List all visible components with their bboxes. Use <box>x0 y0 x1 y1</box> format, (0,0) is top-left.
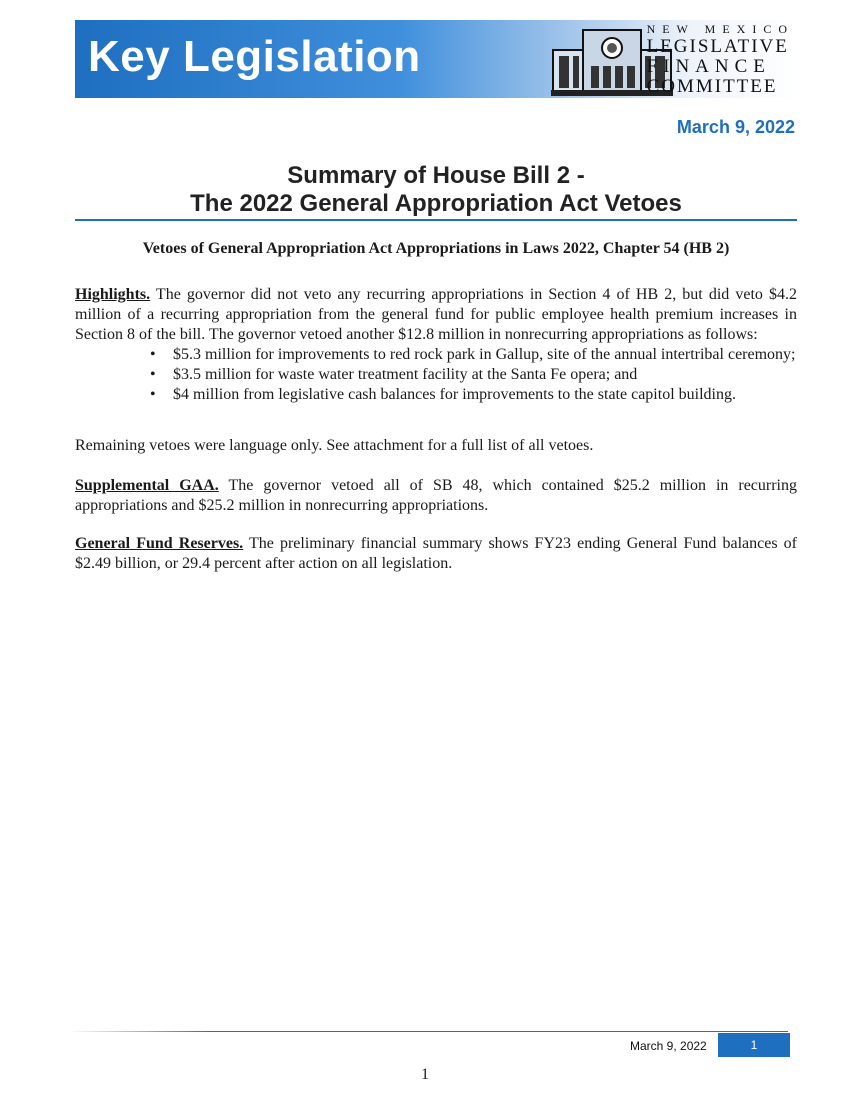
page-title-line-2: The 2022 General Appropriation Act Vetoes <box>190 190 682 217</box>
reserves-section <box>75 534 797 574</box>
banner-title: Key Legislation <box>88 32 421 81</box>
highlights-section <box>75 285 797 405</box>
list-item: • $3.5 million for waste water treatment facility at the Santa Fe opera; and <box>173 365 797 385</box>
section-subtitle: Vetoes of General Appropriation Act Appropriations in Laws 2022, Chapter 54 (HB 2) <box>142 240 730 257</box>
veto-list <box>75 345 797 405</box>
document-date: March 9, 2022 <box>676 117 795 137</box>
lfc-logo-text <box>647 22 794 97</box>
page-number: 1 <box>421 1066 429 1083</box>
title-divider <box>75 219 797 221</box>
header-banner <box>75 20 797 98</box>
lfc-committee: COMMITTEE <box>646 76 778 97</box>
list-item: • $5.3 million for improvements to red rock park in Gallup, site of the annual intertribal ceremony; <box>173 345 797 365</box>
page-title-line-1: Summary of House Bill 2 - <box>287 162 585 189</box>
reserves-heading: General Fund Reserves. <box>75 535 244 552</box>
remaining-vetoes-paragraph: Remaining vetoes were language only. See attachment for a full list of all vetoes. <box>75 437 594 454</box>
highlights-text: The governor did not veto any recurring appropriations in Section 4 of HB 2, but did veto $4.2 million of a recurring appropriation from the general fund for public employee health premium increases in Section 8 of the bill. The governor vetoed another $12.8 million in nonrecurring appropriations as follows: <box>75 286 797 343</box>
lfc-finance: FINANCE <box>646 56 771 77</box>
lfc-legislative: LEGISLATIVE <box>646 36 789 57</box>
lfc-state: NEW MEXICO <box>646 22 794 36</box>
highlights-heading: Highlights. <box>75 286 151 303</box>
list-item: • $4 million from legislative cash balances for improvements to the state capitol building. <box>173 385 797 405</box>
supplemental-section <box>75 476 797 516</box>
footer-page-box: 1 <box>718 1033 790 1057</box>
supplemental-heading: Supplemental GAA. <box>75 477 219 494</box>
footer-date: March 9, 2022 <box>630 1039 707 1053</box>
supplemental-text: The governor vetoed all of SB 48, which contained $25.2 million in recurring appropriations and $25.2 million in nonrecurring appropriations. <box>75 477 798 514</box>
footer-divider <box>68 1031 788 1032</box>
reserves-text: The preliminary financial summary shows FY23 ending General Fund balances of $2.49 billion, or 29.4 percent after action on all legislation. <box>75 535 797 572</box>
